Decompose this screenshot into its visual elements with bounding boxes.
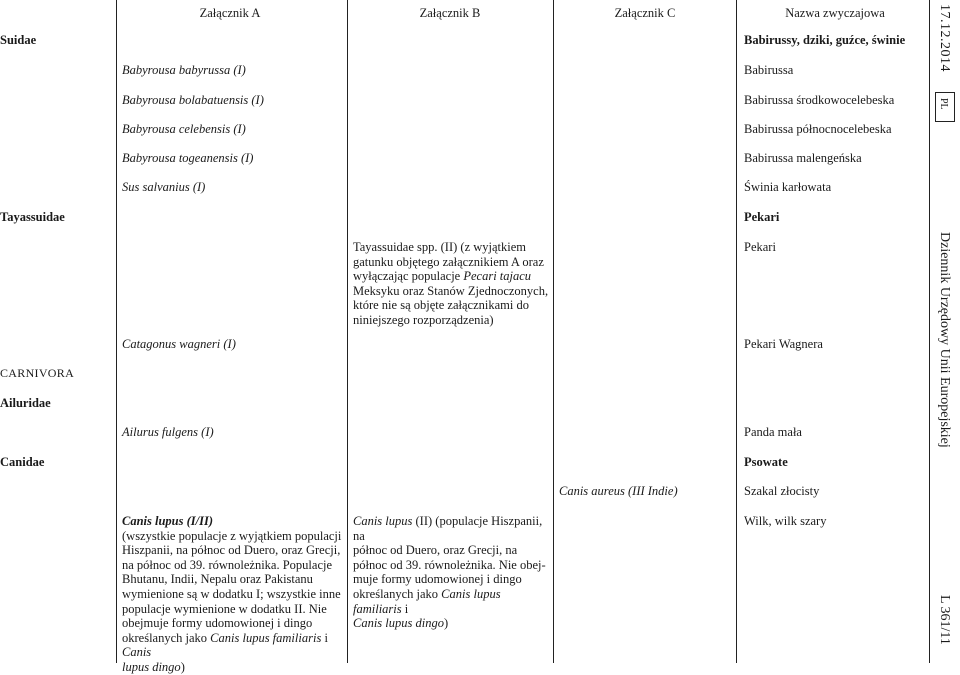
species-babyrousa-celebensis: Babyrousa celebensis (I) <box>122 122 246 136</box>
sidebar-date: 17.12.2014 <box>937 4 952 72</box>
column-divider <box>929 0 930 663</box>
canis-lupus-annex-b: Canis lupus (II) (populacje Hiszpanii, na północ od Duero, oraz Grecji, na północ od 39. równoleżnika. Nie obej- muje formy udomowionej i dingo określanych jako Canis lupus familiaris i Canis lupus dingo) <box>353 514 546 631</box>
family-suidae: Suidae <box>0 33 37 47</box>
order-carnivora: CARNIVORA <box>0 366 75 380</box>
common-canis-aureus: Szakal złocisty <box>744 484 820 498</box>
species-babyrousa-bolabatuensis: Babyrousa bolabatuensis (I) <box>122 93 264 107</box>
species-catagonus-wagneri: Catagonus wagneri (I) <box>122 337 236 351</box>
common-pekari: Pekari <box>744 240 776 254</box>
sidebar-journal-title: Dziennik Urzędowy Unii Europejskiej <box>937 232 952 448</box>
common-celebensis: Babirussa północnocelebeska <box>744 122 892 136</box>
common-suidae: Babirussy, dziki, guźce, świnie <box>744 33 906 47</box>
column-divider <box>116 0 117 663</box>
family-ailuridae: Ailuridae <box>0 396 51 410</box>
common-tayassuidae: Pekari <box>744 210 780 224</box>
column-divider <box>736 0 737 663</box>
common-catagonus: Pekari Wagnera <box>744 337 823 351</box>
common-ailurus: Panda mała <box>744 425 802 439</box>
species-ailurus-fulgens: Ailurus fulgens (I) <box>122 425 214 439</box>
common-salvanius: Świnia karłowata <box>744 180 832 194</box>
family-tayassuidae: Tayassuidae <box>0 210 65 224</box>
species-babyrousa-togeanensis: Babyrousa togeanensis (I) <box>122 151 254 165</box>
column-divider <box>553 0 554 663</box>
family-canidae: Canidae <box>0 455 45 469</box>
header-annex-b: Załącznik B <box>419 6 481 20</box>
species-canis-aureus: Canis aureus (III Indie) <box>559 484 678 498</box>
common-babirussa: Babirussa <box>744 63 794 77</box>
header-annex-a: Załącznik A <box>199 6 261 20</box>
common-togeanensis: Babirussa malengeńska <box>744 151 862 165</box>
header-common-name: Nazwa zwyczajowa <box>785 6 885 20</box>
species-sus-salvanius: Sus salvanius (I) <box>122 180 206 194</box>
common-canis-lupus: Wilk, wilk szary <box>744 514 827 528</box>
sidebar-page-ref: L 361/11 <box>937 595 952 645</box>
common-canidae: Psowate <box>744 455 788 469</box>
header-annex-c: Załącznik C <box>614 6 676 20</box>
canis-lupus-annex-a: Canis lupus (I/II) (wszystkie populacje z wyjątkiem populacji Hiszpanii, na północ od Duero, oraz Grecji, na północ od 39. równoleżnika. Populacje Bhutanu, Indii, Nepalu oraz Pakistanu wymienione są w dodatku I; wszystkie inne populacje wymienione w dodatku II. Nie obejmuje formy udomowionej i dingo określanych jako Canis lupus familiaris i Canis lupus dingo) <box>122 514 342 674</box>
common-bolabatuensis: Babirussa środkowocelebeska <box>744 93 895 107</box>
column-divider <box>347 0 348 663</box>
species-babyrousa-babyrussa: Babyrousa babyrussa (I) <box>122 63 246 77</box>
language-badge: PL <box>935 92 955 122</box>
tayassuidae-spp-annex-b: Tayassuidae spp. (II) (z wyjątkiem gatunku objętego załącznikiem A oraz wyłączając populacje Pecari tajacu Meksyku oraz Stanów Zjednoczonych, które nie są objęte załącznikami do niniejszego rozporządzenia) <box>353 240 549 327</box>
